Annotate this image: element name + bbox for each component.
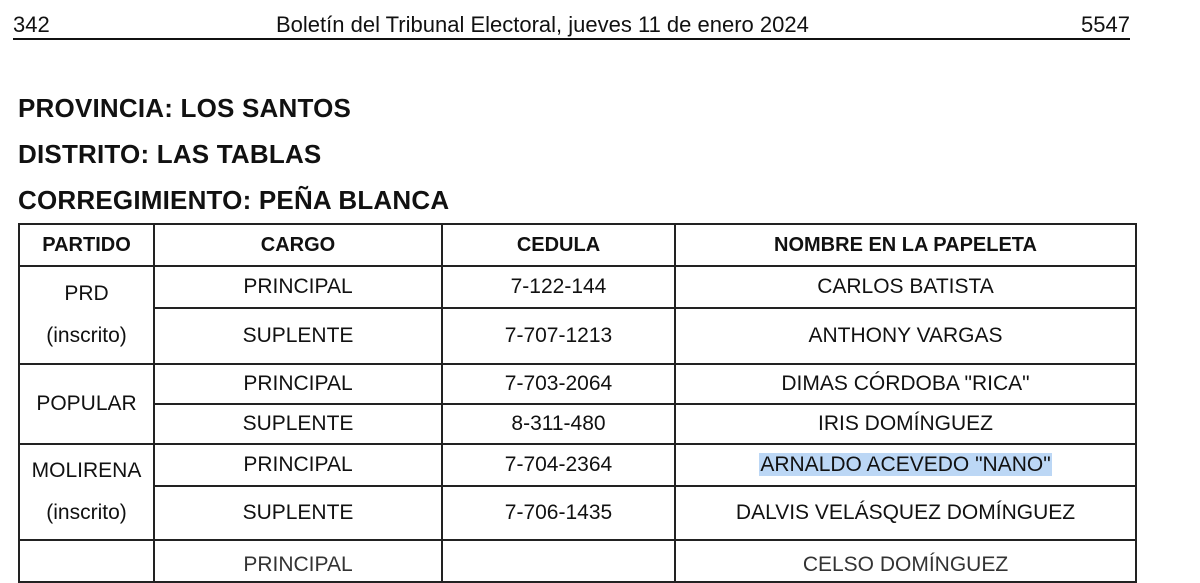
party-cell-popular (19, 364, 154, 444)
table-row (19, 266, 1136, 308)
table-row (19, 308, 1136, 364)
column-header-cedula: CEDULA (442, 224, 675, 266)
party-cell-prd (19, 266, 154, 364)
nombre-cell: CARLOS BATISTA (675, 266, 1136, 308)
nombre-cell: DALVIS VELÁSQUEZ DOMÍNGUEZ (675, 486, 1136, 540)
party-name: POPULAR (36, 392, 137, 415)
nombre-cell (675, 540, 1136, 582)
cargo-cell (154, 540, 442, 582)
cargo-cell: PRINCIPAL (154, 444, 442, 486)
distrito-heading: DISTRITO: LAS TABLAS (18, 139, 322, 169)
cedula-cell (442, 540, 675, 582)
candidates-table (18, 223, 1137, 583)
page-number: 342 (13, 12, 50, 37)
party-cell-molirena (19, 444, 154, 540)
cargo-cell: SUPLENTE (154, 308, 442, 364)
cedula-cell: 7-122-144 (442, 266, 675, 308)
nombre-cell: ANTHONY VARGAS (675, 308, 1136, 364)
column-header-nombre: NOMBRE EN LA PAPELETA (675, 224, 1136, 266)
selected-text-highlight[interactable]: ARNALDO ACEVEDO "NANO" (760, 453, 1051, 476)
cedula-cell: 7-703-2064 (442, 364, 675, 404)
bulletin-title: Boletín del Tribunal Electoral, jueves 11 de enero 2024 (276, 12, 809, 37)
column-header-cargo: CARGO (154, 224, 442, 266)
cargo-cell: SUPLENTE (154, 404, 442, 444)
column-header-partido: PARTIDO (19, 224, 154, 266)
cedula-cell: 8-311-480 (442, 404, 675, 444)
cargo-cell: SUPLENTE (154, 486, 442, 540)
cedula-cell: 7-706-1435 (442, 486, 675, 540)
party-name: MOLIRENA (31, 459, 142, 482)
corregimiento-heading: CORREGIMIENTO: PEÑA BLANCA (18, 185, 450, 215)
cargo-text: PRINCIPAL (243, 553, 353, 576)
table-row (19, 404, 1136, 444)
page-header (13, 10, 1130, 40)
party-name: PRD (64, 282, 109, 305)
cargo-cell: PRINCIPAL (154, 266, 442, 308)
cedula-cell: 7-704-2364 (442, 444, 675, 486)
table-row (19, 486, 1136, 540)
cedula-cell: 7-707-1213 (442, 308, 675, 364)
party-status: (inscrito) (46, 324, 127, 347)
provincia-heading: PROVINCIA: LOS SANTOS (18, 93, 352, 123)
cargo-cell: PRINCIPAL (154, 364, 442, 404)
party-status: (inscrito) (46, 501, 127, 524)
table-row (19, 364, 1136, 404)
nombre-text: CELSO DOMÍNGUEZ (802, 553, 1009, 576)
table-header-row (19, 224, 1136, 266)
table-row (19, 444, 1136, 486)
nombre-cell: IRIS DOMÍNGUEZ (675, 404, 1136, 444)
issue-number: 5547 (1081, 12, 1130, 37)
table-row-partial (19, 540, 1136, 582)
nombre-cell: DIMAS CÓRDOBA "RICA" (675, 364, 1136, 404)
party-cell-cut-off (19, 540, 154, 582)
nombre-cell[interactable] (675, 444, 1136, 486)
